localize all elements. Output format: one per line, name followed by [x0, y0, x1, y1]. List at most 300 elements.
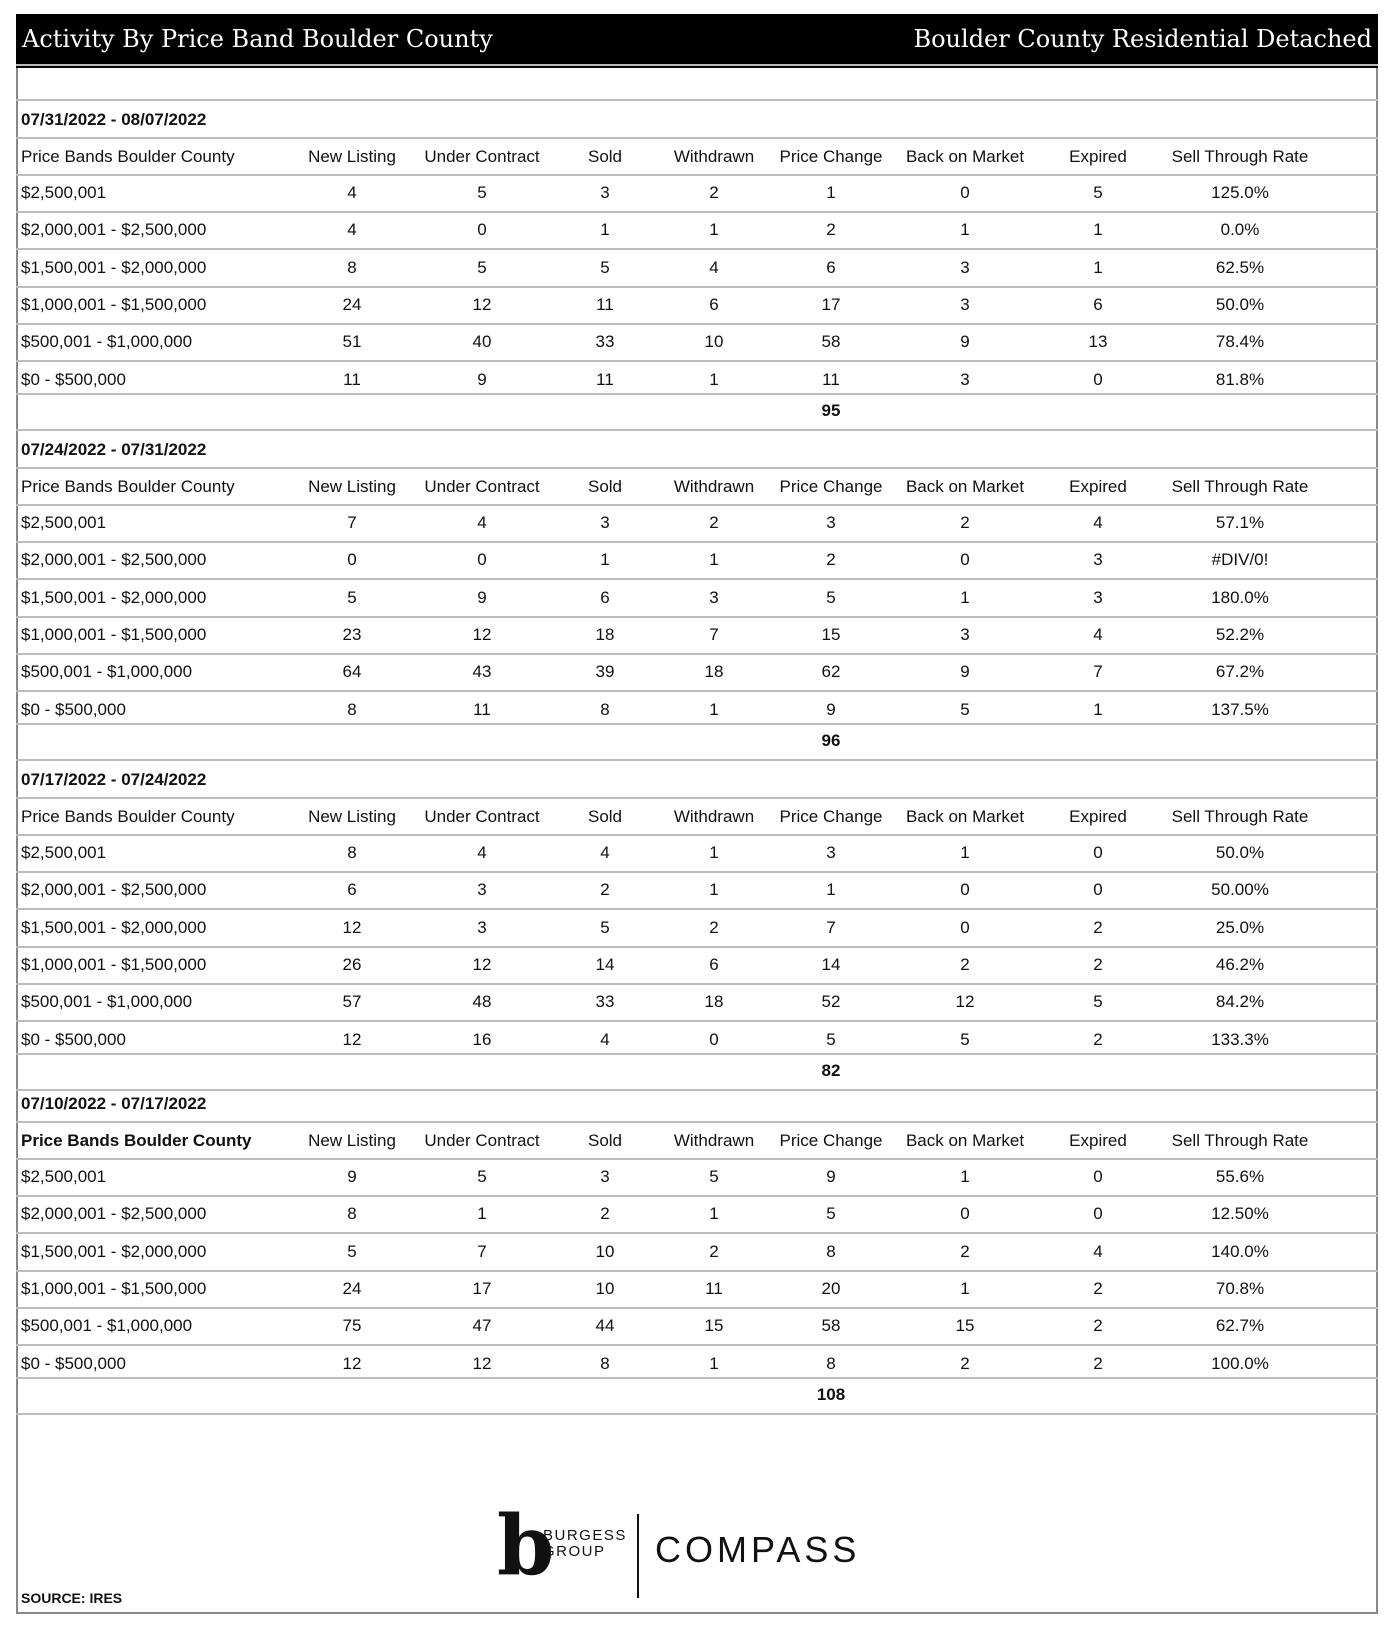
table-cell: 4 — [347, 183, 357, 202]
column-header: Under Contract — [424, 477, 540, 496]
source-note: SOURCE: IRES — [21, 1590, 123, 1606]
table-cell: 1 — [960, 220, 970, 240]
table-cell: 12 — [342, 1353, 362, 1373]
row-divider — [16, 1307, 1378, 1309]
table-cell: 14 — [595, 954, 615, 974]
table-cell: 1 — [709, 220, 719, 240]
row-divider — [16, 1121, 1378, 1123]
table-cell: 1 — [826, 880, 836, 900]
row-divider — [16, 467, 1378, 469]
table-cell: 12 — [342, 917, 362, 937]
table-cell: 12 — [472, 624, 492, 644]
table-cell: 11 — [596, 294, 614, 314]
row-divider — [16, 393, 1378, 395]
table-cell: 1 — [600, 220, 610, 240]
table-cell: 8 — [826, 1241, 836, 1261]
table-cell: 1 — [960, 1278, 970, 1298]
price-band-label: $1,000,001 - $1,500,000 — [21, 1278, 207, 1298]
table-cell: 57 — [342, 992, 362, 1012]
row-divider — [16, 983, 1378, 985]
row-divider — [16, 908, 1378, 910]
section-total: 96 — [821, 730, 841, 750]
table-cell: 47 — [472, 1316, 492, 1336]
column-header: New Listing — [308, 1131, 396, 1150]
table-cell: #DIV/0! — [1211, 550, 1269, 570]
table-cell: 24 — [342, 294, 362, 314]
table-cell: 3 — [1093, 587, 1103, 607]
row-divider — [16, 1020, 1378, 1022]
table-cell: 4 — [1093, 1241, 1103, 1261]
table-cell: 0 — [960, 183, 970, 202]
column-header: Sell Through Rate — [1171, 1131, 1309, 1150]
row-divider — [16, 99, 1378, 101]
row-divider — [16, 946, 1378, 948]
table-cell: 0 — [1093, 880, 1103, 900]
table-cell: 2 — [1093, 954, 1103, 974]
table-cell: 0 — [960, 880, 970, 900]
table-cell: 5 — [347, 1241, 357, 1261]
table-cell: 62.7% — [1215, 1316, 1265, 1336]
table-cell: 1 — [960, 587, 970, 607]
table-cell: 10 — [704, 332, 724, 352]
column-header: Price Change — [779, 477, 883, 496]
table-cell: 1 — [1093, 699, 1103, 719]
column-header: Withdrawn — [673, 147, 755, 166]
table-cell: 0 — [477, 220, 487, 240]
table-cell: 5 — [826, 1029, 836, 1049]
table-cell: 125.0% — [1211, 183, 1269, 202]
price-band-label: $0 - $500,000 — [21, 1029, 126, 1049]
table-cell: 0 — [1093, 843, 1103, 862]
table-cell: 8 — [600, 1353, 610, 1373]
price-band-label: $500,001 - $1,000,000 — [21, 1316, 193, 1336]
table-cell: 84.2% — [1215, 992, 1265, 1012]
column-header: Under Contract — [424, 807, 540, 826]
table-cell: 3 — [477, 917, 487, 937]
table-cell: 8 — [347, 843, 357, 862]
column-header: Withdrawn — [673, 1131, 755, 1150]
table-cell: 12 — [955, 992, 975, 1012]
table-cell: 1 — [1093, 220, 1103, 240]
price-band-label: $1,000,001 - $1,500,000 — [21, 294, 207, 314]
table-cell: 3 — [960, 624, 970, 644]
table-cell: 44 — [595, 1316, 615, 1336]
table-cell: 10 — [595, 1241, 615, 1261]
table-cell: 43 — [472, 662, 492, 682]
price-band-label: $2,000,001 - $2,500,000 — [21, 880, 207, 900]
table-cell: 2 — [960, 1241, 970, 1261]
table-cell: 7 — [826, 917, 836, 937]
table-cell: 4 — [600, 843, 610, 862]
table-cell: 12.50% — [1211, 1204, 1269, 1224]
table-cell: 17 — [821, 294, 841, 314]
column-header: Under Contract — [424, 147, 540, 166]
table-cell: 5 — [960, 699, 970, 719]
table-cell: 1 — [709, 843, 719, 862]
table-cell: 9 — [347, 1167, 357, 1186]
table-cell: 18 — [704, 992, 724, 1012]
table-cell: 0 — [1093, 369, 1103, 389]
table-cell: 52.2% — [1215, 624, 1265, 644]
table-cell: 5 — [826, 1204, 836, 1224]
table-cell: 5 — [1093, 992, 1103, 1012]
table-cell: 6 — [709, 294, 719, 314]
table-cell: 0 — [960, 550, 970, 570]
section-date-range: 07/31/2022 - 08/07/2022 — [21, 110, 207, 129]
table-cell: 5 — [477, 257, 487, 277]
table-cell: 5 — [709, 1167, 719, 1186]
table-cell: 4 — [477, 513, 487, 532]
table-cell: 33 — [595, 992, 615, 1012]
table-cell: 15 — [704, 1316, 724, 1336]
table-cell: 55.6% — [1215, 1167, 1265, 1186]
column-header: Price Change — [779, 1131, 883, 1150]
row-divider — [16, 1089, 1378, 1091]
table-cell: 1 — [709, 1353, 719, 1373]
column-header: Sell Through Rate — [1171, 147, 1309, 166]
table-cell: 9 — [477, 369, 487, 389]
table-cell: 180.0% — [1211, 587, 1269, 607]
price-band-label: $2,000,001 - $2,500,000 — [21, 220, 207, 240]
table-cell: 137.5% — [1211, 699, 1269, 719]
column-header: Expired — [1069, 807, 1127, 826]
table-cell: 6 — [600, 587, 610, 607]
table-cell: 15 — [821, 624, 841, 644]
table-cell: 5 — [600, 917, 610, 937]
price-band-label: $500,001 - $1,000,000 — [21, 992, 193, 1012]
price-band-label: $2,500,001 — [21, 513, 107, 532]
section-date-range: 07/24/2022 - 07/31/2022 — [21, 440, 207, 459]
table-cell: 1 — [477, 1204, 487, 1224]
table-cell: 3 — [1093, 550, 1103, 570]
price-band-label: $0 - $500,000 — [21, 699, 126, 719]
table-cell: 8 — [826, 1353, 836, 1373]
table-cell: 12 — [472, 954, 492, 974]
table-cell: 0.0% — [1220, 220, 1260, 240]
table-cell: 9 — [960, 662, 970, 682]
table-cell: 75 — [342, 1316, 362, 1336]
price-band-label: $2,500,001 — [21, 1167, 107, 1186]
table-cell: 23 — [342, 624, 362, 644]
section-date-range: 07/10/2022 - 07/17/2022 — [21, 1094, 207, 1113]
row-divider — [16, 137, 1378, 139]
row-divider — [16, 653, 1378, 655]
table-cell: 11 — [473, 699, 491, 719]
table-cell: 10 — [595, 1278, 615, 1298]
table-cell: 1 — [709, 880, 719, 900]
section-date-range: 07/17/2022 - 07/24/2022 — [21, 770, 207, 789]
row-divider — [16, 1344, 1378, 1346]
column-header: New Listing — [308, 477, 396, 496]
table-cell: 7 — [709, 624, 719, 644]
column-header: Price Bands Boulder County — [21, 807, 235, 826]
table-cell: 5 — [826, 587, 836, 607]
table-cell: 3 — [826, 513, 836, 532]
price-band-label: $2,000,001 - $2,500,000 — [21, 1204, 207, 1224]
table-cell: 16 — [472, 1029, 492, 1049]
table-cell: 0 — [1093, 1204, 1103, 1224]
row-divider — [16, 1413, 1378, 1415]
row-divider — [16, 248, 1378, 250]
row-divider — [16, 541, 1378, 543]
price-band-label: $1,000,001 - $1,500,000 — [21, 624, 207, 644]
table-cell: 11 — [596, 369, 614, 389]
row-divider — [16, 834, 1378, 836]
table-cell: 0 — [709, 1029, 719, 1049]
column-header: Expired — [1069, 1131, 1127, 1150]
table-cell: 9 — [826, 699, 836, 719]
price-band-label: $2,000,001 - $2,500,000 — [21, 550, 207, 570]
price-band-label: $2,500,001 — [21, 843, 107, 862]
section-total: 95 — [821, 400, 841, 420]
report-title: Activity By Price Band Boulder County — [22, 25, 493, 53]
table-cell: 2 — [826, 220, 836, 240]
compass-word: COMPASS — [655, 1529, 861, 1570]
table-cell: 50.0% — [1215, 294, 1265, 314]
row-divider — [16, 616, 1378, 618]
table-cell: 12 — [472, 1353, 492, 1373]
table-cell: 17 — [472, 1278, 492, 1298]
column-header: Price Change — [779, 807, 883, 826]
table-cell: 64 — [342, 662, 362, 682]
row-divider — [16, 1053, 1378, 1055]
table-cell: 6 — [347, 880, 357, 900]
table-cell: 2 — [709, 183, 719, 202]
table-cell: 8 — [347, 257, 357, 277]
column-header: Price Bands Boulder County — [21, 147, 235, 166]
table-cell: 6 — [826, 257, 836, 277]
table-cell: 4 — [709, 257, 719, 277]
group-word: GROUP — [543, 1543, 606, 1560]
row-divider — [16, 1270, 1378, 1272]
table-cell: 2 — [600, 880, 610, 900]
column-header: New Listing — [308, 807, 396, 826]
table-cell: 3 — [709, 587, 719, 607]
price-band-label: $1,500,001 - $2,000,000 — [21, 917, 207, 937]
price-band-label: $1,500,001 - $2,000,000 — [21, 257, 207, 277]
table-cell: 6 — [1093, 294, 1103, 314]
table-cell: 1 — [709, 550, 719, 570]
table-cell: 1 — [709, 699, 719, 719]
table-cell: 78.4% — [1215, 332, 1265, 352]
section-total: 108 — [816, 1384, 846, 1404]
table-cell: 50.00% — [1211, 880, 1269, 900]
column-header: Sold — [587, 147, 623, 166]
table-cell: 24 — [342, 1278, 362, 1298]
table-cell: 12 — [472, 294, 492, 314]
column-header: Price Change — [779, 147, 883, 166]
table-cell: 7 — [347, 513, 357, 532]
column-header: Sell Through Rate — [1171, 807, 1309, 826]
price-band-label: $1,500,001 - $2,000,000 — [21, 587, 207, 607]
price-band-label: $1,500,001 - $2,000,000 — [21, 1241, 207, 1261]
table-cell: 4 — [477, 843, 487, 862]
table-cell: 33 — [595, 332, 615, 352]
table-cell: 26 — [342, 954, 362, 974]
table-cell: 12 — [342, 1029, 362, 1049]
table-cell: 70.8% — [1215, 1278, 1265, 1298]
table-cell: 2 — [1093, 917, 1103, 937]
row-divider — [16, 211, 1378, 213]
table-cell: 20 — [821, 1278, 841, 1298]
row-divider — [16, 429, 1378, 431]
table-cell: 1 — [826, 183, 836, 202]
column-header: Expired — [1069, 147, 1127, 166]
report-header — [16, 14, 1378, 68]
table-cell: 3 — [600, 1167, 610, 1186]
row-divider — [16, 578, 1378, 580]
table-cell: 4 — [600, 1029, 610, 1049]
table-cell: 3 — [600, 183, 610, 202]
table-cell: 1 — [960, 843, 970, 862]
table-cell: 13 — [1088, 332, 1108, 352]
row-divider — [16, 64, 1378, 66]
table-cell: 6 — [709, 954, 719, 974]
table-cell: 9 — [477, 587, 487, 607]
row-divider — [16, 323, 1378, 325]
table-cell: 1 — [709, 1204, 719, 1224]
table-cell: 5 — [600, 257, 610, 277]
row-divider — [16, 286, 1378, 288]
price-band-label: $2,500,001 — [21, 183, 107, 202]
column-header: Back on Market — [905, 807, 1025, 826]
row-divider — [16, 1195, 1378, 1197]
table-cell: 9 — [960, 332, 970, 352]
table-cell: 3 — [960, 294, 970, 314]
table-cell: 1 — [600, 550, 610, 570]
row-divider — [16, 504, 1378, 506]
table-cell: 39 — [595, 662, 615, 682]
column-header: Withdrawn — [673, 477, 755, 496]
table-cell: 1 — [709, 369, 719, 389]
table-cell: 58 — [821, 1316, 841, 1336]
table-cell: 2 — [1093, 1353, 1103, 1373]
table-cell: 8 — [347, 699, 357, 719]
table-cell: 0 — [347, 550, 357, 570]
table-cell: 2 — [826, 550, 836, 570]
table-cell: 51 — [342, 332, 362, 352]
table-cell: 2 — [1093, 1316, 1103, 1336]
row-divider — [16, 797, 1378, 799]
row-divider — [16, 1232, 1378, 1234]
row-divider — [16, 174, 1378, 176]
table-cell: 11 — [822, 369, 840, 389]
column-header: New Listing — [308, 147, 396, 166]
price-band-label: $0 - $500,000 — [21, 1353, 126, 1373]
table-cell: 4 — [1093, 624, 1103, 644]
table-cell: 2 — [709, 917, 719, 937]
table-cell: 2 — [960, 513, 970, 532]
column-header: Back on Market — [905, 147, 1025, 166]
table-cell: 2 — [600, 1204, 610, 1224]
table-cell: 2 — [1093, 1029, 1103, 1049]
table-cell: 5 — [477, 183, 487, 202]
table-cell: 2 — [709, 513, 719, 532]
column-header: Sold — [587, 1131, 623, 1150]
column-header: Under Contract — [424, 1131, 540, 1150]
table-cell: 8 — [347, 1204, 357, 1224]
table-cell: 48 — [472, 992, 492, 1012]
table-cell: 25.0% — [1215, 917, 1265, 937]
table-cell: 0 — [477, 550, 487, 570]
table-cell: 5 — [477, 1167, 487, 1186]
burgess-compass-logo — [497, 1498, 925, 1604]
table-cell: 1 — [1093, 257, 1103, 277]
table-cell: 8 — [600, 699, 610, 719]
table-cell: 57.1% — [1215, 513, 1265, 532]
report-subtitle: Boulder County Residential Detached — [913, 25, 1372, 53]
row-divider — [16, 1158, 1378, 1160]
table-cell: 15 — [955, 1316, 975, 1336]
table-cell: 62 — [821, 662, 841, 682]
table-cell: 7 — [1093, 662, 1103, 682]
column-header: Sell Through Rate — [1171, 477, 1309, 496]
table-cell: 3 — [960, 369, 970, 389]
table-cell: 4 — [347, 220, 357, 240]
column-header: Back on Market — [905, 477, 1025, 496]
table-cell: 5 — [347, 587, 357, 607]
price-band-label: $500,001 - $1,000,000 — [21, 662, 193, 682]
row-divider — [16, 871, 1378, 873]
burgess-word: BURGESS — [543, 1527, 627, 1544]
table-cell: 3 — [826, 843, 836, 862]
table-cell: 52 — [821, 992, 841, 1012]
row-divider — [16, 759, 1378, 761]
row-divider — [16, 1377, 1378, 1379]
table-cell: 0 — [960, 1204, 970, 1224]
table-cell: 40 — [472, 332, 492, 352]
table-cell: 46.2% — [1215, 954, 1265, 974]
table-cell: 140.0% — [1211, 1241, 1269, 1261]
table-cell: 62.5% — [1215, 257, 1265, 277]
table-cell: 50.0% — [1215, 843, 1265, 862]
table-cell: 1 — [960, 1167, 970, 1186]
table-cell: 5 — [1093, 183, 1103, 202]
table-cell: 2 — [1093, 1278, 1103, 1298]
price-band-label: $1,000,001 - $1,500,000 — [21, 954, 207, 974]
column-header: Back on Market — [905, 1131, 1025, 1150]
section-total: 82 — [821, 1060, 841, 1080]
table-cell: 58 — [821, 332, 841, 352]
column-header: Price Bands Boulder County — [21, 477, 235, 496]
price-band-label: $500,001 - $1,000,000 — [21, 332, 193, 352]
burgess-b-mark: b — [497, 1498, 555, 1594]
column-header: Price Bands Boulder County — [21, 1131, 252, 1150]
table-cell: 0 — [1093, 1167, 1103, 1186]
table-cell: 100.0% — [1211, 1353, 1269, 1373]
table-cell: 11 — [343, 369, 361, 389]
table-cell: 14 — [821, 954, 841, 974]
table-cell: 7 — [477, 1241, 487, 1261]
table-cell: 11 — [705, 1278, 723, 1298]
table-cell: 81.8% — [1215, 369, 1265, 389]
table-cell: 3 — [600, 513, 610, 532]
table-cell: 3 — [960, 257, 970, 277]
table-cell: 4 — [1093, 513, 1103, 532]
column-header: Sold — [587, 477, 623, 496]
row-divider — [16, 360, 1378, 362]
row-divider — [16, 723, 1378, 725]
table-cell: 2 — [709, 1241, 719, 1261]
table-cell: 133.3% — [1211, 1029, 1269, 1049]
table-cell: 18 — [704, 662, 724, 682]
table-cell: 2 — [960, 1353, 970, 1373]
table-cell: 9 — [826, 1167, 836, 1186]
table-cell: 18 — [595, 624, 615, 644]
table-cell: 3 — [477, 880, 487, 900]
column-header: Withdrawn — [673, 807, 755, 826]
table-cell: 2 — [960, 954, 970, 974]
